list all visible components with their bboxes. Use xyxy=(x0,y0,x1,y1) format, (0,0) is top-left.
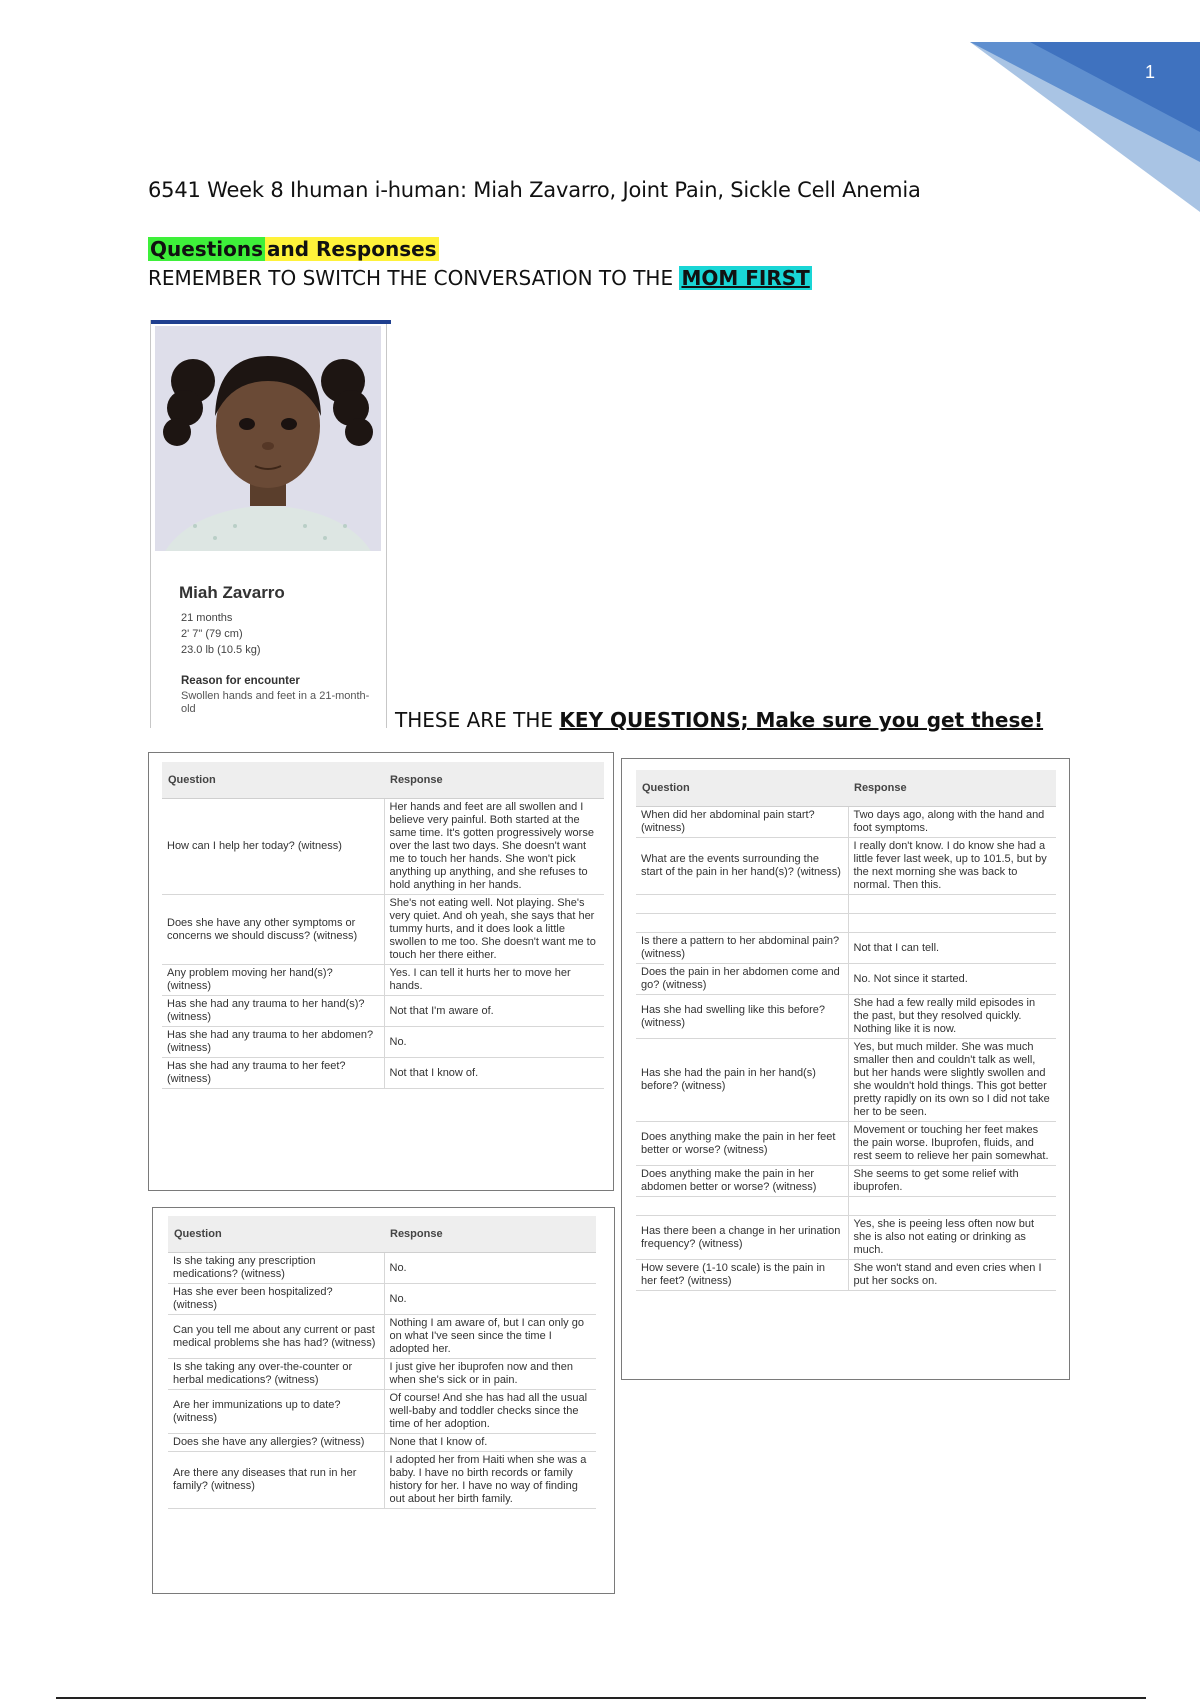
patient-photo xyxy=(155,326,381,551)
table-row xyxy=(168,1284,596,1315)
question-cell: Has she had swelling like this before? (witness) xyxy=(636,995,848,1039)
question-cell: Is she taking any prescription medications? (witness) xyxy=(168,1253,384,1284)
table-row xyxy=(162,895,604,965)
response-cell: I just give her ibuprofen now and then when she's sick or in pain. xyxy=(384,1359,596,1390)
question-cell: Has she had the pain in her hand(s) before? (witness) xyxy=(636,1039,848,1122)
col-header-response: Response xyxy=(384,762,604,799)
patient-age: 21 months xyxy=(181,612,233,624)
question-cell xyxy=(636,914,848,933)
response-cell: She's not eating well. Not playing. She's very quiet. And oh yeah, she says that her tummy hurts, and it does look a little swollen to me too. She doesn't want me to touch her there either. xyxy=(384,895,604,965)
question-cell: Any problem moving her hand(s)? (witness) xyxy=(162,965,384,996)
table-row xyxy=(636,807,1056,838)
section-heading xyxy=(148,237,439,261)
response-cell xyxy=(848,914,1056,933)
footer-rule xyxy=(56,1697,1146,1699)
question-cell: When did her abdominal pain start? (witness) xyxy=(636,807,848,838)
table-row xyxy=(168,1434,596,1452)
response-cell: She seems to get some relief with ibuprofen. xyxy=(848,1166,1056,1197)
key-note-emphasis: KEY QUESTIONS; Make sure you get these! xyxy=(559,708,1044,732)
table-row xyxy=(636,838,1056,895)
key-questions-note xyxy=(395,708,1043,732)
question-cell: Does anything make the pain in her feet better or worse? (witness) xyxy=(636,1122,848,1166)
patient-height: 2' 7" (79 cm) xyxy=(181,628,243,640)
response-cell: Yes, she is peeing less often now but she is also not eating or drinking as much. xyxy=(848,1216,1056,1260)
table-row xyxy=(636,914,1056,933)
reminder-text: REMEMBER TO SWITCH THE CONVERSATION TO THE xyxy=(148,266,674,290)
patient-name: Miah Zavarro xyxy=(179,583,285,602)
table-row xyxy=(168,1315,596,1359)
col-header-question: Question xyxy=(162,762,384,799)
heading-responses: and Responses xyxy=(267,237,437,261)
heading-questions: Questions xyxy=(150,237,264,261)
table-row xyxy=(636,1260,1056,1291)
response-cell: She won't stand and even cries when I put her socks on. xyxy=(848,1260,1056,1291)
table-row xyxy=(162,1058,604,1089)
key-questions-table-2 xyxy=(636,770,1056,1291)
response-cell: Two days ago, along with the hand and foot symptoms. xyxy=(848,807,1056,838)
response-cell: Her hands and feet are all swollen and I believe very painful. Both started at the same time. It's gotten progressively worse over the last two days. She doesn't want me to touch her hands. She won't pick anything up anything, and she refuses to hold anything in her hands. xyxy=(384,799,604,895)
question-cell: How severe (1-10 scale) is the pain in her feet? (witness) xyxy=(636,1260,848,1291)
response-cell: Movement or touching her feet makes the pain worse. Ibuprofen, fluids, and rest seem to relieve her pain somewhat. xyxy=(848,1122,1056,1166)
response-cell: Nothing I am aware of, but I can only go on what I've seen since the time I adopted her. xyxy=(384,1315,596,1359)
response-cell: I really don't know. I do know she had a little fever last week, up to 101.5, but by the next morning she was back to normal. Then this. xyxy=(848,838,1056,895)
table-row xyxy=(636,995,1056,1039)
table-row xyxy=(162,996,604,1027)
table-row xyxy=(636,933,1056,964)
table-row xyxy=(168,1390,596,1434)
response-cell: Yes, but much milder. She was much smaller then and couldn't talk as well, but her hands were slightly swollen and she wouldn't hold things. This got better pretty rapidly on its own so I did not take her to be seen. xyxy=(848,1039,1056,1122)
question-cell: Is there a pattern to her abdominal pain? (witness) xyxy=(636,933,848,964)
response-cell: Not that I can tell. xyxy=(848,933,1056,964)
col-header-response: Response xyxy=(384,1216,596,1253)
document-title: 6541 Week 8 Ihuman i-human: Miah Zavarro, Joint Pain, Sickle Cell Anemia xyxy=(148,178,921,202)
response-cell: She had a few really mild episodes in the past, but they resolved quickly. Nothing like it is now. xyxy=(848,995,1056,1039)
response-cell: No. xyxy=(384,1027,604,1058)
history-questions-table xyxy=(168,1216,596,1509)
table-row xyxy=(168,1253,596,1284)
question-cell: Is she taking any over-the-counter or herbal medications? (witness) xyxy=(168,1359,384,1390)
question-cell: Are her immunizations up to date? (witness) xyxy=(168,1390,384,1434)
reminder-note xyxy=(148,266,812,290)
table-row xyxy=(636,1216,1056,1260)
table-row xyxy=(636,964,1056,995)
reason-text: Swollen hands and feet in a 21-month-old xyxy=(181,690,370,715)
table-row xyxy=(636,1039,1056,1122)
key-questions-table-1 xyxy=(162,762,604,1089)
table-row xyxy=(168,1452,596,1509)
question-cell: How can I help her today? (witness) xyxy=(162,799,384,895)
question-cell: Has there been a change in her urination frequency? (witness) xyxy=(636,1216,848,1260)
table-row xyxy=(636,1122,1056,1166)
table-row xyxy=(636,1166,1056,1197)
response-cell: Not that I'm aware of. xyxy=(384,996,604,1027)
question-cell: Can you tell me about any current or past medical problems she has had? (witness) xyxy=(168,1315,384,1359)
table-row xyxy=(636,1197,1056,1216)
question-cell: Has she had any trauma to her abdomen? (witness) xyxy=(162,1027,384,1058)
page-number: 1 xyxy=(1144,62,1155,82)
table-row xyxy=(162,799,604,895)
response-cell: I adopted her from Haiti when she was a baby. I have no birth records or family history for her. I have no way of finding out about her birth family. xyxy=(384,1452,596,1509)
question-cell xyxy=(636,1197,848,1216)
question-cell: Does anything make the pain in her abdomen better or worse? (witness) xyxy=(636,1166,848,1197)
patient-card xyxy=(150,320,387,728)
response-cell: Yes. I can tell it hurts her to move her hands. xyxy=(384,965,604,996)
table-row xyxy=(162,1027,604,1058)
question-cell: Has she had any trauma to her feet? (witness) xyxy=(162,1058,384,1089)
col-header-response: Response xyxy=(848,770,1056,807)
question-cell: What are the events surrounding the start of the pain in her hand(s)? (witness) xyxy=(636,838,848,895)
question-cell xyxy=(636,895,848,914)
response-cell: Not that I know of. xyxy=(384,1058,604,1089)
patient-weight: 23.0 lb (10.5 kg) xyxy=(181,644,261,656)
question-cell: Does she have any other symptoms or concerns we should discuss? (witness) xyxy=(162,895,384,965)
table-row xyxy=(162,965,604,996)
question-cell: Has she ever been hospitalized? (witness) xyxy=(168,1284,384,1315)
col-header-question: Question xyxy=(636,770,848,807)
question-cell: Has she had any trauma to her hand(s)? (witness) xyxy=(162,996,384,1027)
question-cell: Does the pain in her abdomen come and go? (witness) xyxy=(636,964,848,995)
reason-label: Reason for encounter xyxy=(181,675,300,687)
key-note-prefix: THESE ARE THE xyxy=(395,708,554,732)
response-cell: Of course! And she has had all the usual well-baby and toddler checks since the time of her adoption. xyxy=(384,1390,596,1434)
corner-decoration xyxy=(970,42,1200,212)
response-cell: No. xyxy=(384,1284,596,1315)
question-cell: Does she have any allergies? (witness) xyxy=(168,1434,384,1452)
response-cell xyxy=(848,895,1056,914)
question-cell: Are there any diseases that run in her family? (witness) xyxy=(168,1452,384,1509)
table-row xyxy=(168,1359,596,1390)
table-row xyxy=(636,895,1056,914)
response-cell: No. xyxy=(384,1253,596,1284)
response-cell xyxy=(848,1197,1056,1216)
response-cell: No. Not since it started. xyxy=(848,964,1056,995)
reminder-highlight: MOM FIRST xyxy=(681,266,810,290)
card-accent-bar xyxy=(151,320,391,324)
response-cell: None that I know of. xyxy=(384,1434,596,1452)
col-header-question: Question xyxy=(168,1216,384,1253)
